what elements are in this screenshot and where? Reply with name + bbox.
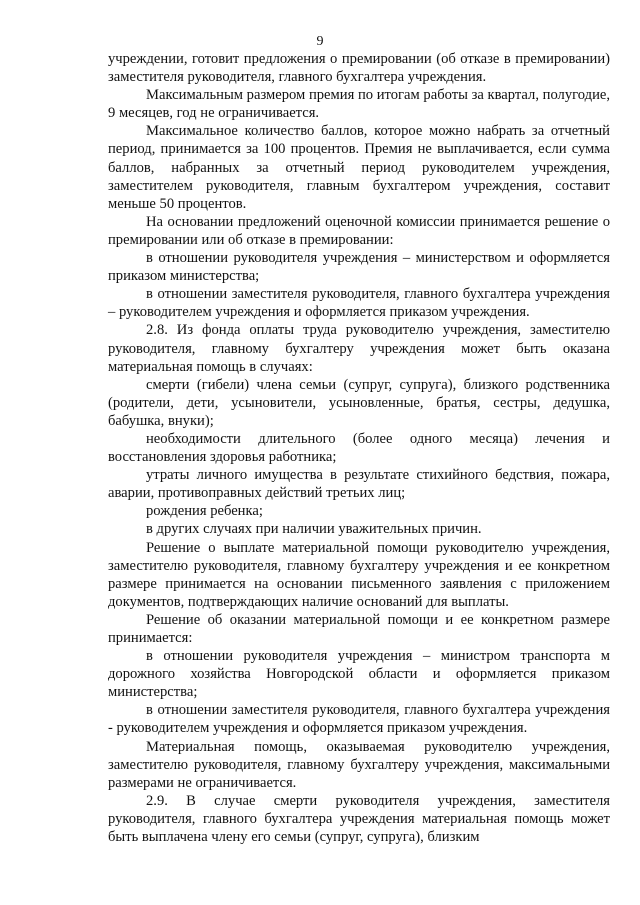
paragraph: Максимальное количество баллов, которое можно набрать за отчетный период, принимается за 100 процентов. Премия не выплачивается, если сумма баллов, набранных за отчетный период руководителем учреждения, заместителем руководителя, главным бухгалтером учреждения, составит меньше 50 процентов. (108, 123, 610, 212)
paragraph: смерти (гибели) члена семьи (супруг, супруга), близкого родственника (родители, дети, усыновители, усыновленные, братья, сестры, дедушка, бабушка, внуки); (108, 376, 610, 429)
paragraph: в отношении руководителя учреждения – министерством и оформляется приказом министерства; (108, 250, 610, 285)
paragraph: Максимальным размером премия по итогам работы за квартал, полугодие, 9 месяцев, год не ограничивается. (108, 87, 610, 122)
paragraph: необходимости длительного (более одного месяца) лечения и восстановления здоровья работника; (108, 430, 610, 466)
paragraph: в других случаях при наличии уважительных причин. (146, 521, 482, 538)
paragraph: в отношении заместителя руководителя, главного бухгалтера учреждения - руководителем учреждения и оформляется приказом учреждения. (108, 702, 610, 737)
paragraph: в отношении руководителя учреждения – министром транспорта м дорожного хозяйства Новгородской области и оформляется приказом министерства; (108, 648, 610, 701)
paragraph: Материальная помощь, оказываемая руководителю учреждения, заместителю руководителя, главному бухгалтеру учреждения, максимальными размерами не ограничивается. (108, 738, 610, 791)
paragraph: Решение о выплате материальной помощи руководителю учреждения, заместителю руководителя, главному бухгалтеру учреждения и ее конкретном размере принимается на основании письменного заявления с приложением документов, подтверждающих наличие оснований для выплаты. (108, 539, 610, 610)
paragraph: Решение об оказании материальной помощи и ее конкретном размере принимается: (108, 611, 610, 646)
paragraph: 2.8. Из фонда оплаты труда руководителю учреждения, заместителю руководителя, главному бухгалтеру учреждения может быть оказана материальная помощь в случаях: (108, 322, 610, 375)
page-number: 9 (316, 34, 324, 49)
document-body (108, 50, 610, 846)
paragraph: в отношении заместителя руководителя, главного бухгалтера учреждения – руководителем учреждения и оформляется приказом учреждения. (108, 286, 610, 321)
paragraph: На основании предложений оценочной комиссии принимается решение о премировании или об отказе в премировании: (108, 213, 610, 248)
paragraph: рождения ребенка; (146, 503, 263, 520)
paragraph: утраты личного имущества в результате стихийного бедствия, пожара, аварии, противоправных действий третьих лиц; (108, 467, 610, 502)
paragraph: 2.9. В случае смерти руководителя учреждения, заместителя руководителя, главного бухгалтера учреждения материальная помощь может быть выплачена члену его семьи (супруг, супруга), близким (108, 792, 610, 846)
paragraph: учреждении, готовит предложения о премировании (об отказе в премировании) заместителя руководителя, главного бухгалтера учреждения. (108, 51, 610, 86)
